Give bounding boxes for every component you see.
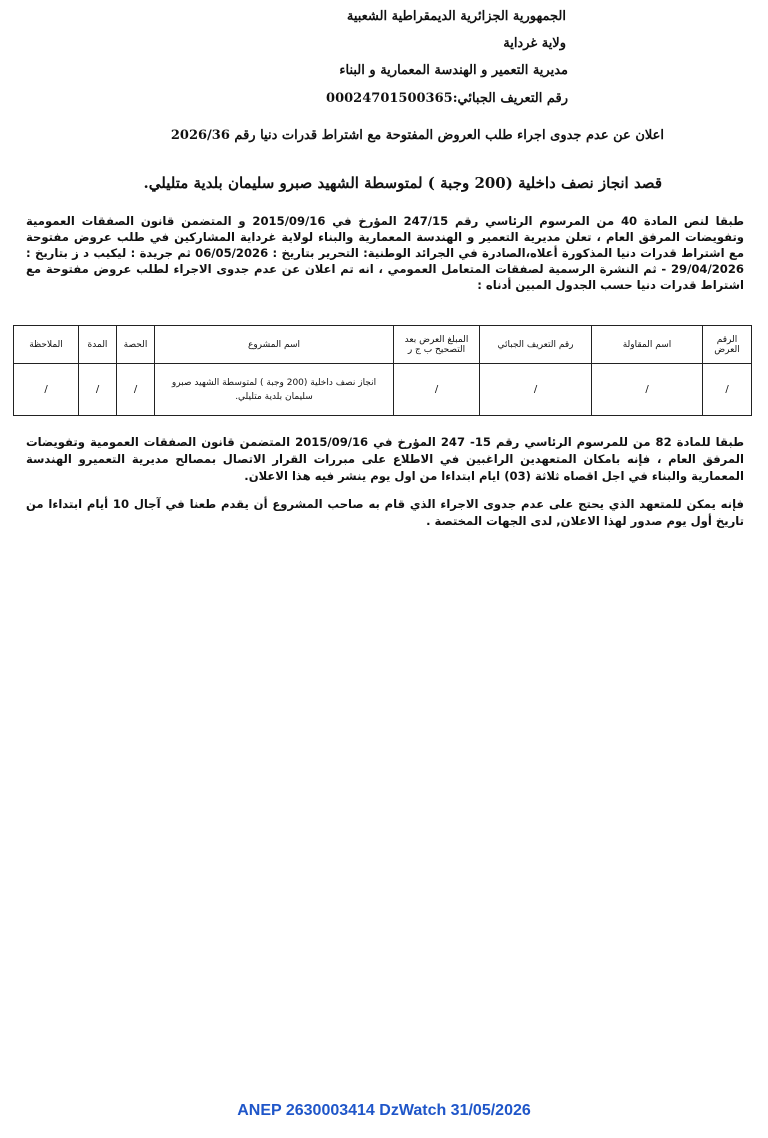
col-remark: الملاحظة xyxy=(14,326,79,364)
col-lot: الحصة xyxy=(117,326,155,364)
footer-reference: ANEP 2630003414 DzWatch 31/05/2026 xyxy=(237,1102,531,1119)
cell-company-name: / xyxy=(592,364,703,416)
col-project-name: اسم المشروع xyxy=(155,326,394,364)
cell-duration: / xyxy=(79,364,117,416)
col-offer-number: الرقم العرض xyxy=(703,326,752,364)
table-row xyxy=(14,364,752,416)
cell-offer-amount: / xyxy=(394,364,480,416)
cell-lot: / xyxy=(117,364,155,416)
header-tax-id: رقم التعريف الجبائي:00024701500365 xyxy=(326,91,568,106)
table-header-row xyxy=(14,326,752,364)
notice-title: اعلان عن عدم جدوى اجراء طلب العروض المفتوحة مع اشتراط قدرات دنيا رقم 2026/36 xyxy=(170,128,664,143)
paragraph-intro: طبقا لنص المادة 40 من المرسوم الرئاسي رقم 247/15 المؤرخ في 2015/09/16 و المتضمن قانون الصفقات العمومية وتفويضات المرفق العام ، تعلن مديرية التعمير و الهندسة المعمارية والبناء لولاية غرداية المشاركين في طلب عروض مفتوحة مع اشتراط قدرات دنيا المذكورة أعلاه،الصادرة في الجرائد الوطنية: التحرير بتاريخ : 06/05/2026 ثم جريدة : ليكيب د ز بتاريخ : 29/04/2026 - ثم النشرة الرسمية لصفقات المتعامل العمومي ، انه تم اعلان عن عدم جدوى الاجراء لطلب عروض مفتوحة مع اشتراط قدرات دنيا حسب الجدول المبين أدناه : xyxy=(26,214,744,292)
notice-subject: قصد انجاز نصف داخلية (200 وجبة ) لمتوسطة الشهيد صبرو سليمان بلدية متليلي. xyxy=(143,174,662,192)
cell-project-name: انجاز نصف داخلية (200 وجبة ) لمتوسطة الشهيد صبرو سليمان بلدية متليلي. xyxy=(155,364,394,416)
cell-remark: / xyxy=(14,364,79,416)
paragraph-justification: طبقا للمادة 82 من للمرسوم الرئاسي رقم 15- 247 المؤرخ في 2015/09/16 المتضمن قانون الصفقات العمومية وتفويضات المرفق العام ، فإنه بامكان المتعهدين الراغبين في الاطلاع على مبررات القرار الاتصال بمصالح مديرية التعميرو الهندسة المعمارية والبناء في اجل اقصاه ثلاثة (03) ايام ابتداءا من اول يوم ينشر فيه هذا الاعلان. xyxy=(26,435,744,483)
cell-offer-number: / xyxy=(703,364,752,416)
header-republic: الجمهورية الجزائرية الديمقراطية الشعبية xyxy=(346,9,566,24)
cell-tax-id: / xyxy=(480,364,592,416)
col-company-name: اسم المقاولة xyxy=(592,326,703,364)
paragraph-appeal: فإنه يمكن للمتعهد الذي يحتج على عدم جدوى الاجراء الذي قام به صاحب المشروع أن يقدم طعنا في آجال 10 أيام ابتداءا من تاريخ أول يوم صدور لهذا الاعلان, لدى الجهات المختصة . xyxy=(26,497,745,528)
col-duration: المدة xyxy=(79,326,117,364)
header-wilaya: ولاية غرداية xyxy=(503,36,566,51)
col-tax-id: رقم التعريف الجبائي xyxy=(480,326,592,364)
tender-table xyxy=(13,325,752,416)
col-offer-amount: المبلغ العرض بعد التصحيح ب ج ر xyxy=(394,326,480,364)
header-directorate: مديرية التعمير و الهندسة المعمارية و البناء xyxy=(339,63,568,78)
